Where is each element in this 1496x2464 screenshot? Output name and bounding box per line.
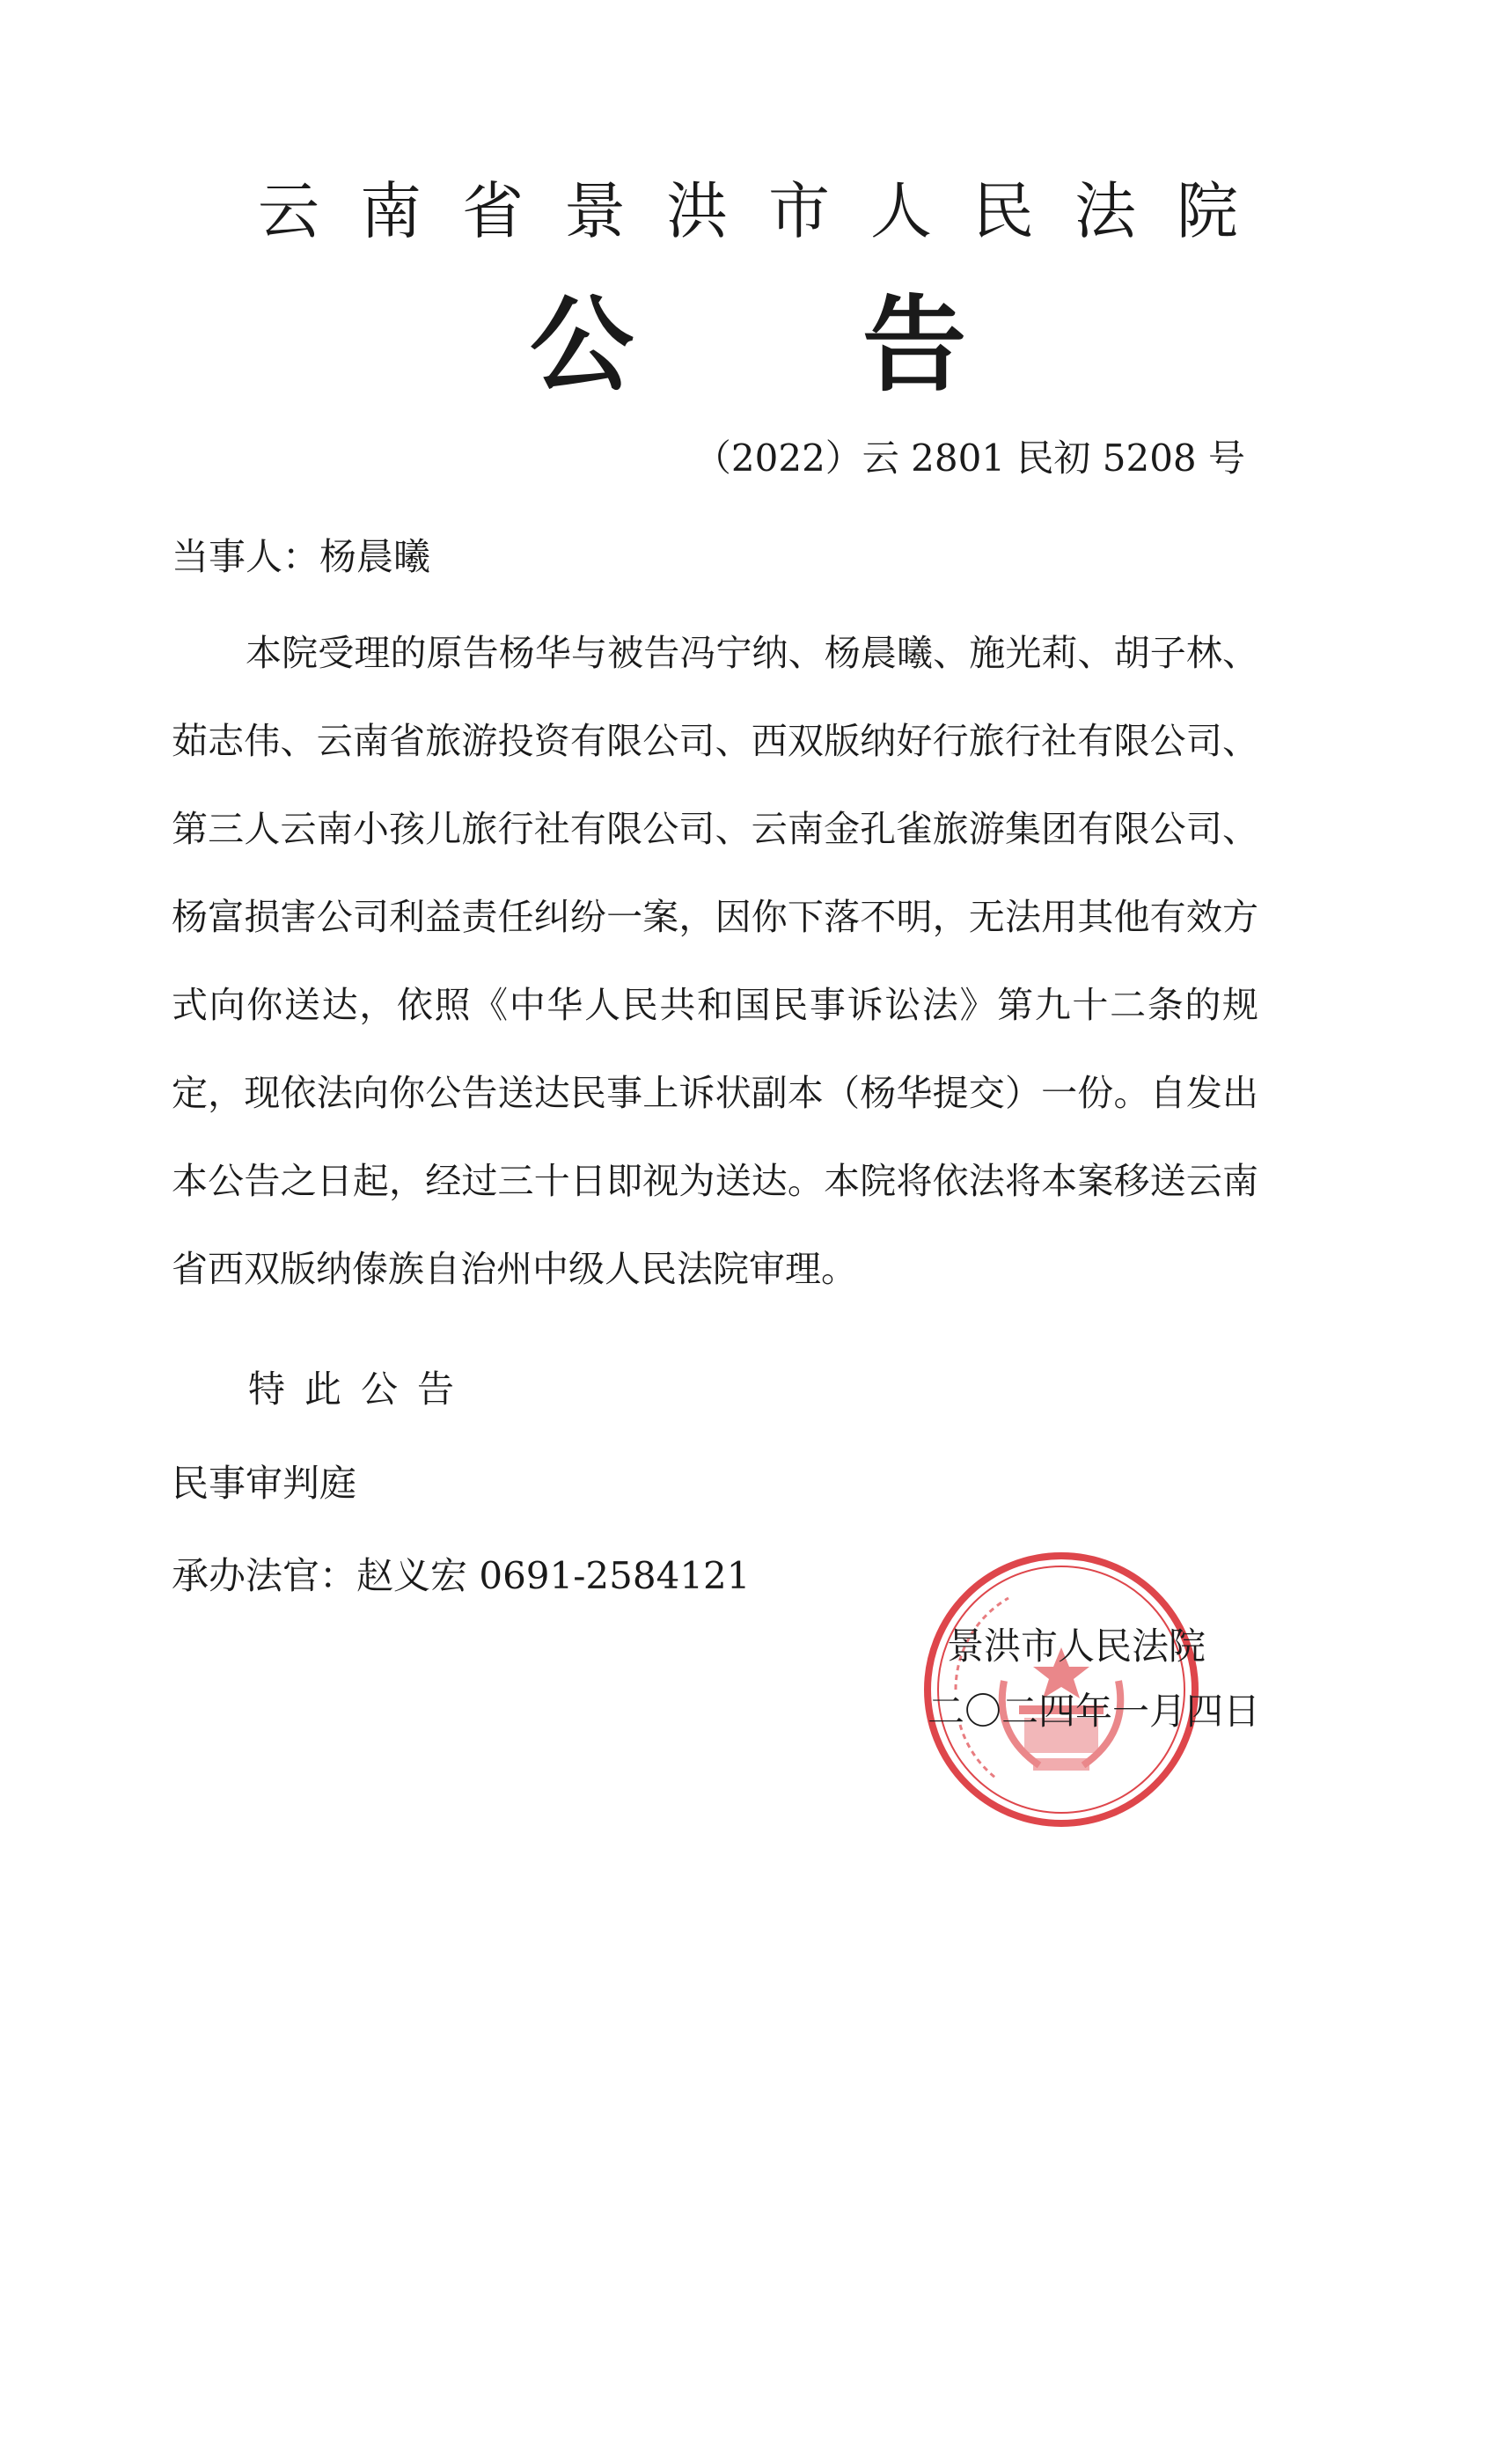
notice-title-char-2: 告: [862, 284, 967, 406]
notice-body: 本院受理的原告杨华与被告冯宁纳、杨晨曦、施光莉、胡子林、茹志伟、云南省旅游投资有限公司、西双版纳好行旅行社有限公司、第三人云南小孩儿旅行社有限公司、云南金孔雀旅游集团有限公司、杨富损害公司利益责任纠纷一案，因你下落不明，无法用其他有效方式向你送达，依照《中华人民共和国民事诉讼法》第九十二条的规定，现依法向你公告送达民事上诉状副本（杨华提交）一份。自发出本公告之日起，经过三十日即视为送达。本院将依法将本案移送云南省西双版纳傣族自治州中级人民法院审理。: [172, 632, 1258, 1290]
closing-phrase: 特此公告: [248, 1368, 474, 1411]
notice-title: [0, 284, 1496, 406]
party-line: 当事人：杨晨曦: [172, 535, 431, 578]
court-name-heading: 云南省景洪市人民法院: [258, 175, 1279, 247]
notice-date: 二〇二四年一月四日: [927, 1690, 1260, 1733]
case-number: （2022）云 2801 民初 5208 号: [693, 436, 1245, 480]
signing-court: 景洪市人民法院: [946, 1624, 1206, 1668]
judge-contact: 承办法官：赵义宏 0691-2584121: [172, 1554, 751, 1597]
notice-title-char-1: 公: [529, 284, 634, 406]
court-division: 民事审判庭: [172, 1462, 357, 1505]
